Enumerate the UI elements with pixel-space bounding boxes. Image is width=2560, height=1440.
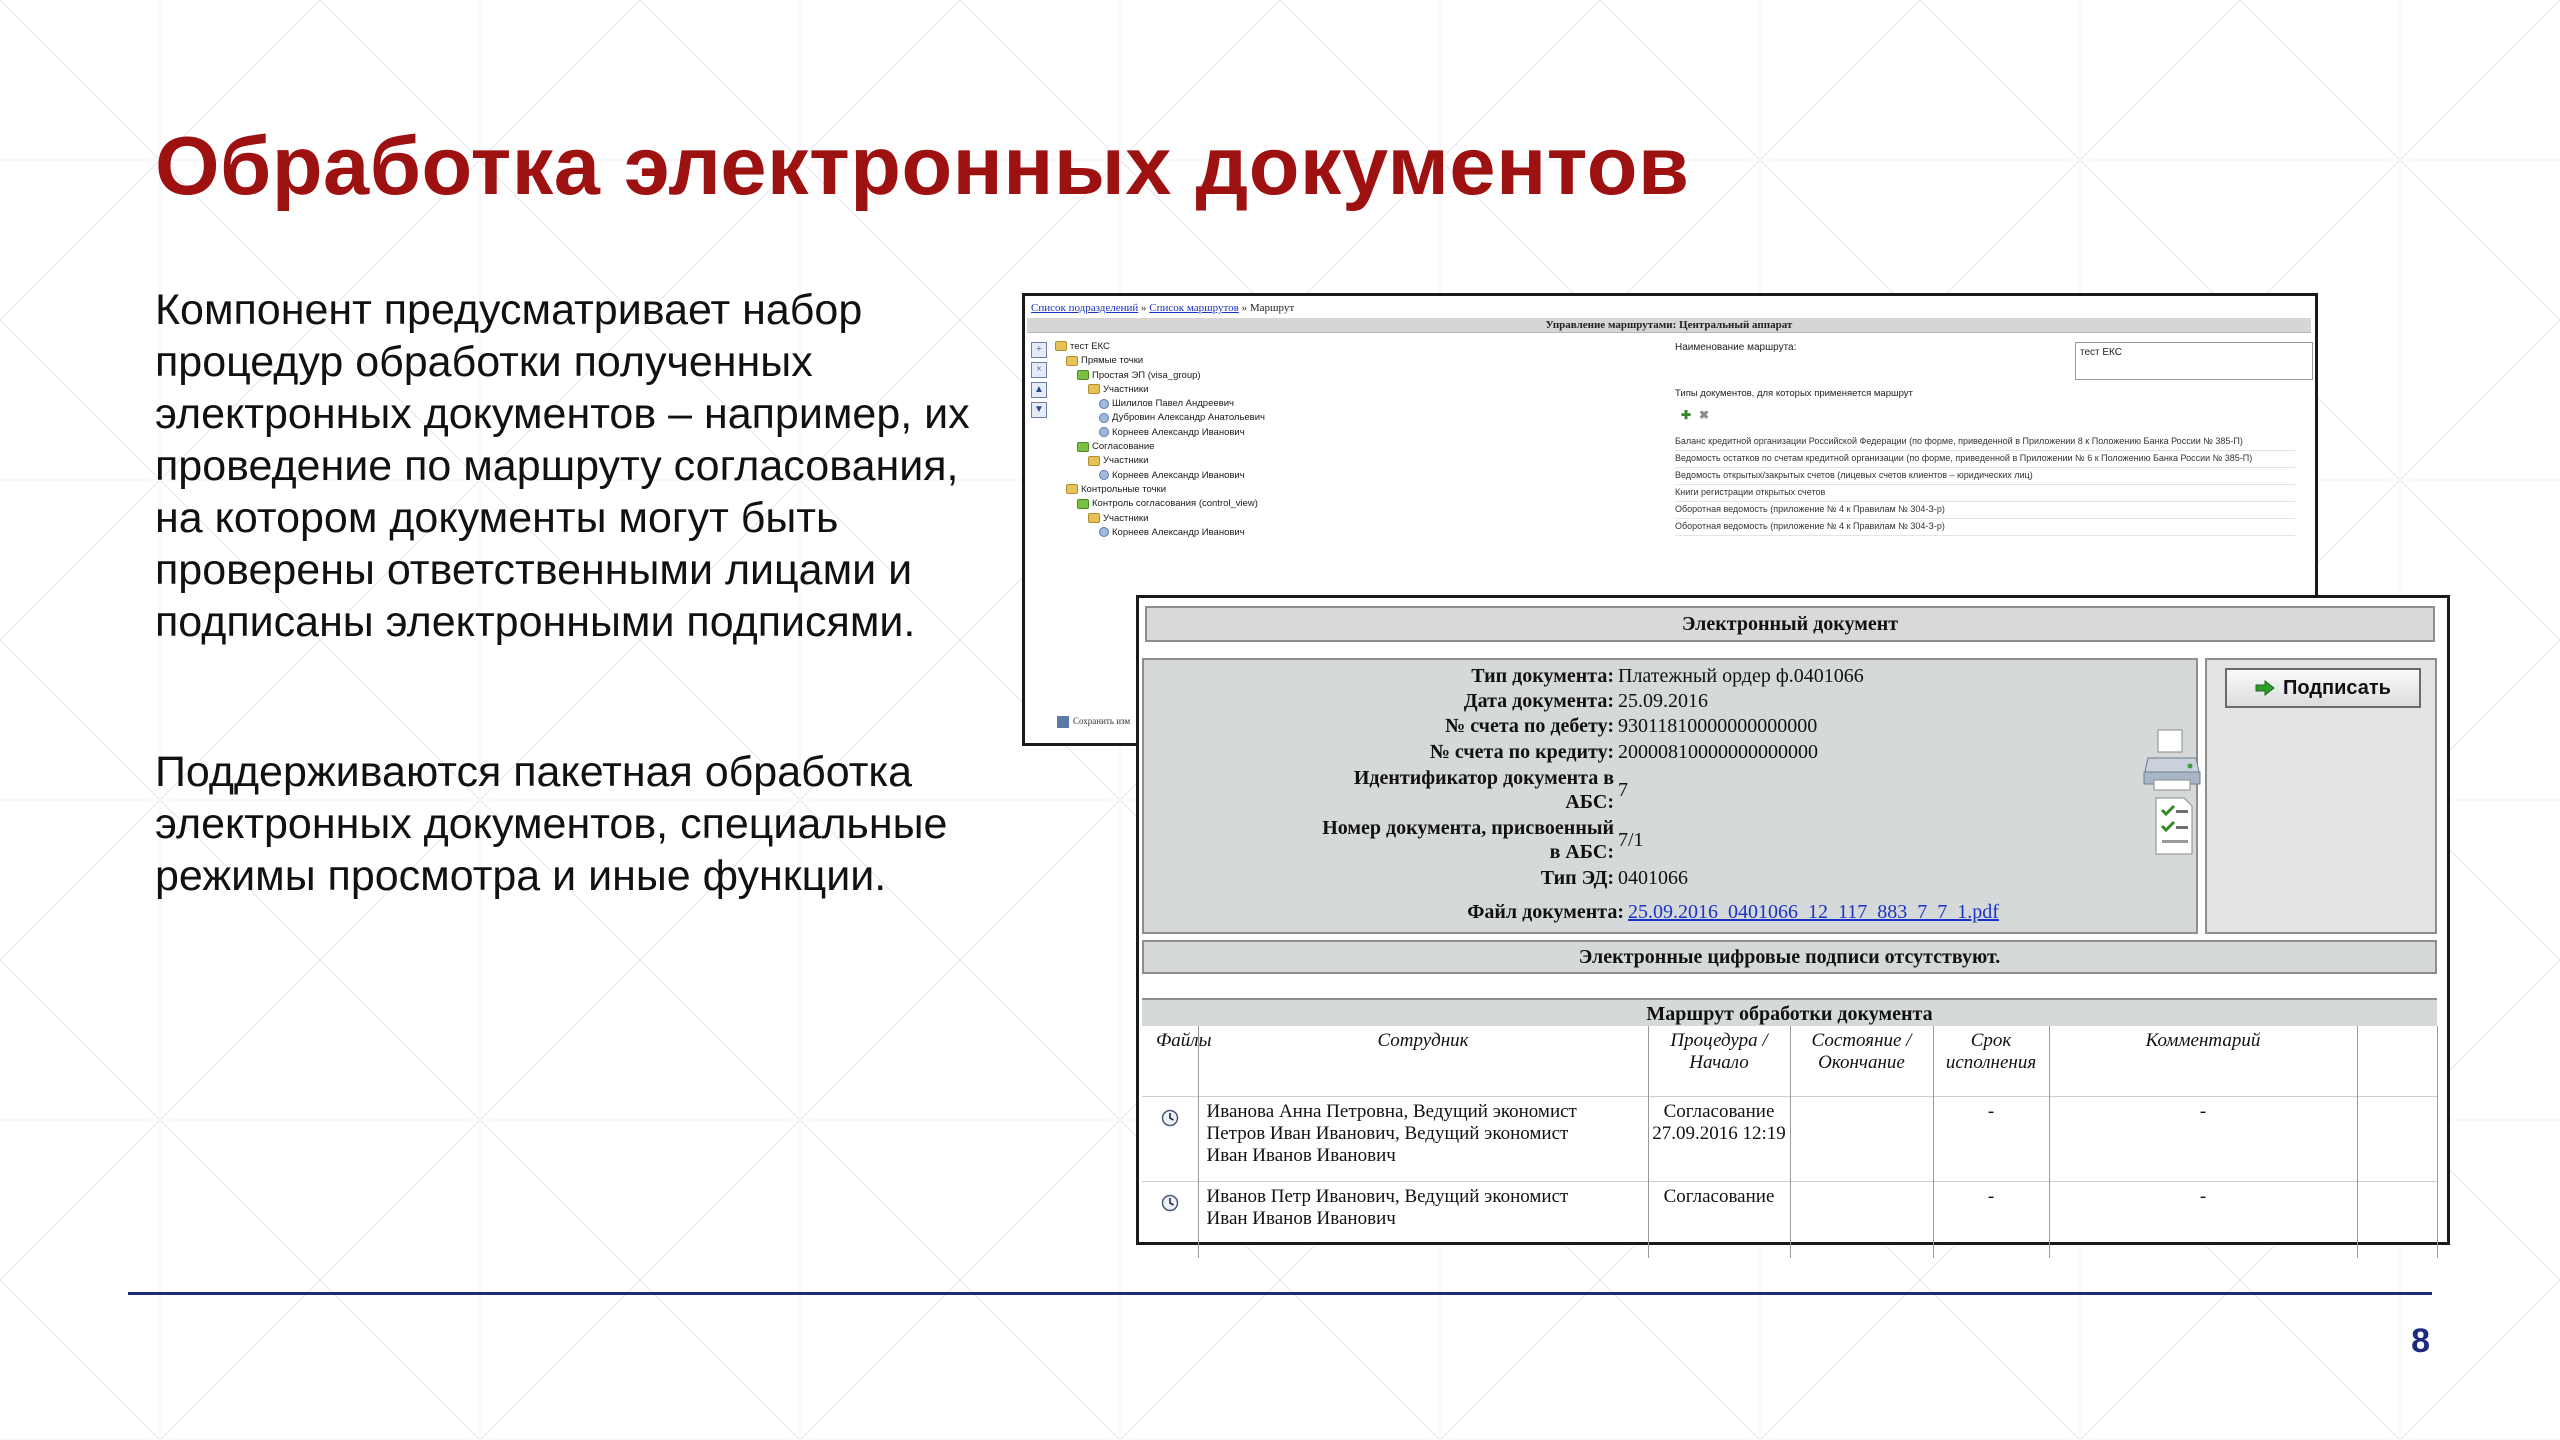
add-doc-type-icon[interactable]: ✚ [1681, 408, 1692, 422]
row-deadline-cell: - [1933, 1097, 2049, 1182]
remove-doc-type-icon[interactable]: ✖ [1699, 408, 1710, 422]
row-status-cell [1790, 1097, 1933, 1182]
route-name-label: Наименование маршрута: [1675, 342, 1797, 353]
field-value: Платежный ордер ф.0401066 [1618, 665, 1864, 687]
employee-name: Иван Иванов Иванович [1206, 1208, 1396, 1229]
tree-node[interactable] [1055, 426, 1265, 440]
breadcrumb-link-routes[interactable]: Список маршрутов [1149, 302, 1239, 314]
tree-node-label: Корнеев Александр Иванович [1112, 426, 1245, 438]
column-header-deadline: Срок исполнения [1933, 1026, 2049, 1097]
route-management-header: Управление маршрутами: Центральный аппарат [1027, 318, 2311, 333]
route-tree [1055, 340, 1265, 540]
group-icon [1088, 456, 1100, 466]
arrow-right-icon [2255, 680, 2275, 696]
document-header: Электронный документ [1145, 606, 2435, 642]
tree-node[interactable] [1055, 369, 1265, 383]
breadcrumb-separator: » [1138, 302, 1150, 314]
breadcrumb-separator: » [1238, 302, 1250, 314]
doc-type-item[interactable]: Баланс кредитной организации Российской Федерации (по форме, приведенной в Приложении 8 к Положению Банка России № 385-П) [1675, 434, 2295, 451]
field-value: 93011810000000000000 [1618, 715, 1818, 737]
route-name-input[interactable]: тест ЕКС [2075, 342, 2313, 380]
column-header-comment: Комментарий [2049, 1026, 2357, 1097]
tree-node-label: Шилилов Павел Андреевич [1112, 398, 1234, 410]
row-procedure-cell [1648, 1182, 1790, 1259]
tree-node[interactable] [1055, 340, 1265, 354]
employee-name: Петров Иван Иванович, Ведущий экономист [1206, 1123, 1569, 1144]
breadcrumb-current: Маршрут [1249, 302, 1295, 314]
tree-node-label: Участники [1103, 383, 1149, 395]
row-deadline-cell: - [1933, 1182, 2049, 1259]
field-value: 7 [1618, 779, 1628, 801]
breadcrumb-link-departments[interactable]: Список подразделений [1031, 302, 1139, 314]
row-extra-cell [2357, 1097, 2437, 1182]
doc-types-list [1675, 434, 2295, 536]
tree-node[interactable] [1055, 440, 1265, 454]
folder-icon [1066, 356, 1078, 366]
row-extra-cell [2357, 1182, 2437, 1259]
tree-node-label: тест ЕКС [1070, 341, 1110, 352]
signature-icon [1077, 370, 1089, 380]
route-table-title: Маршрут обработки документа [1142, 998, 2437, 1028]
tree-node-label: Контроль согласования (control_view) [1092, 498, 1258, 510]
row-comment-cell: - [2049, 1097, 2357, 1182]
table-row[interactable] [1142, 1097, 2437, 1182]
doc-type-item[interactable]: Ведомость открытых/закрытых счетов (лицевых счетов клиентов – юридических лиц) [1675, 468, 2295, 485]
field-label: Номер документа, присвоенный [1322, 817, 1614, 839]
doc-type-item[interactable]: Ведомость остатков по счетам кредитной организации (по форме, приведенной в Приложении № 6 к Положению Банка России № 385-П) [1675, 451, 2295, 468]
tree-node[interactable] [1055, 454, 1265, 468]
add-node-icon[interactable]: + [1031, 342, 1047, 358]
tree-node-label: Участники [1103, 455, 1149, 467]
row-comment-cell: - [2049, 1182, 2357, 1259]
field-label: Тип документа: [1471, 665, 1614, 687]
tree-node-label: Дубровин Александр Анатольевич [1112, 412, 1265, 424]
tree-node[interactable] [1055, 526, 1265, 540]
page-number: 8 [2411, 1322, 2430, 1360]
tree-node-label: Простая ЭП (visa_group) [1092, 369, 1201, 381]
field-label: Файл документа: [1467, 901, 1624, 923]
group-icon [1088, 384, 1100, 394]
employee-name: Иванов Петр Иванович, Ведущий экономист [1206, 1186, 1569, 1207]
save-label: Сохранить изм [1073, 716, 1131, 727]
doc-type-item[interactable]: Книги регистрации открытых счетов [1675, 485, 2295, 502]
user-icon [1099, 527, 1109, 537]
folder-icon [1066, 484, 1078, 494]
clock-icon[interactable] [1161, 1109, 1179, 1127]
printer-icon[interactable] [2140, 728, 2204, 794]
procedure-name: Согласование [1663, 1101, 1775, 1122]
field-abs-number [1144, 816, 2200, 866]
field-value: 20000810000000000000 [1618, 741, 1818, 763]
row-files-cell [1142, 1097, 1198, 1182]
row-files-cell [1142, 1182, 1198, 1259]
save-icon [1057, 716, 1069, 728]
doc-types-label: Типы документов, для которых применяется маршрут [1675, 388, 1913, 399]
procedure-start: 27.09.2016 12:19 [1652, 1123, 1786, 1144]
field-label: Тип ЭД: [1540, 867, 1614, 889]
field-label: № счета по кредиту: [1429, 741, 1614, 763]
tree-node-label: Участники [1103, 512, 1149, 524]
field-label: Идентификатор документа в [1353, 767, 1614, 789]
electronic-document-screenshot [1136, 595, 2450, 1245]
column-header-files: Файлы [1142, 1026, 1198, 1097]
tree-node-label: Прямые точки [1081, 355, 1144, 367]
tree-node[interactable] [1055, 469, 1265, 483]
body-paragraph-1 [155, 284, 1015, 648]
document-actions-panel [2205, 658, 2437, 934]
document-info-panel [1142, 658, 2198, 934]
tree-node-label: Контрольные точки [1081, 483, 1166, 495]
tree-node[interactable] [1055, 497, 1265, 511]
tree-node[interactable] [1055, 383, 1265, 397]
procedure-name: Согласование [1663, 1186, 1775, 1207]
field-label: Дата документа: [1463, 690, 1614, 712]
column-header-status: Состояние / Окончание [1790, 1026, 1933, 1097]
row-status-cell [1790, 1182, 1933, 1259]
user-icon [1099, 399, 1109, 409]
body-paragraph-2 [155, 746, 1015, 902]
doc-type-item[interactable]: Оборотная ведомость (приложение № 4 к Правилам № 304-З-р) [1675, 519, 2295, 536]
sign-button-label: Подписать [2283, 676, 2391, 699]
table-row[interactable] [1142, 1182, 2437, 1259]
delete-node-icon[interactable]: × [1031, 362, 1047, 378]
move-up-icon[interactable]: ▲ [1031, 382, 1047, 398]
row-procedure-cell [1648, 1097, 1790, 1182]
route-table [1142, 1026, 2438, 1258]
row-employee-cell [1198, 1182, 1648, 1259]
tree-node[interactable] [1055, 411, 1265, 425]
tree-node-label: Согласование [1092, 441, 1155, 453]
employee-name: Иванова Анна Петровна, Ведущий экономист [1206, 1101, 1577, 1122]
user-icon [1099, 413, 1109, 423]
signatures-status: Электронные цифровые подписи отсутствуют. [1142, 940, 2437, 974]
paragraph-1-text: Компонент предусматривает набор процедур обработки полученных электронных документов – например, их проведение по маршруту согласования, на котором документы могут быть проверены ответственными лицами и подписаны электронными подписями. [155, 286, 970, 646]
paragraph-2-text: Поддерживаются пакетная обработка электронных документов, специальные режимы просмотра и иные функции. [155, 748, 948, 900]
column-header-extra [2357, 1026, 2437, 1097]
document-checklist-icon[interactable] [2152, 796, 2196, 856]
save-changes-button[interactable] [1057, 716, 1130, 728]
tree-node[interactable] [1055, 397, 1265, 411]
row-employee-cell [1198, 1097, 1648, 1182]
group-icon [1088, 513, 1100, 523]
field-label: в АБС: [1549, 841, 1614, 863]
signature-icon [1077, 499, 1089, 509]
tree-node[interactable] [1055, 483, 1265, 497]
tree-node[interactable] [1055, 512, 1265, 526]
file-link[interactable]: 25.09.2016_0401066_12_117_883_7_7_1.pdf [1628, 901, 1999, 923]
slide-title: Обработка электронных документов [155, 119, 1690, 212]
tree-node-label: Корнеев Александр Иванович [1112, 469, 1245, 481]
field-label: № счета по дебету: [1445, 715, 1614, 737]
tree-toolbar [1031, 342, 1047, 422]
signature-icon [1077, 442, 1089, 452]
doc-type-item[interactable]: Оборотная ведомость (приложение № 4 к Правилам № 304-З-р) [1675, 502, 2295, 519]
employee-name: Иван Иванов Иванович [1206, 1145, 1396, 1166]
column-header-employee: Сотрудник [1198, 1026, 1648, 1097]
move-down-icon[interactable]: ▼ [1031, 402, 1047, 418]
tree-node[interactable] [1055, 354, 1265, 368]
user-icon [1099, 470, 1109, 480]
field-label: АБС: [1565, 791, 1614, 813]
field-abs-identifier [1144, 766, 2200, 816]
route-table-header [1142, 1026, 2437, 1097]
column-header-procedure: Процедура / Начало [1648, 1026, 1790, 1097]
field-value: 0401066 [1618, 867, 1688, 889]
field-value: 25.09.2016 [1618, 690, 1708, 712]
sign-button[interactable] [2225, 668, 2421, 708]
folder-icon [1055, 341, 1067, 351]
footer-divider [128, 1292, 2432, 1295]
breadcrumb [1031, 302, 1294, 314]
user-icon [1099, 427, 1109, 437]
tree-node-label: Корнеев Александр Иванович [1112, 526, 1245, 538]
clock-icon[interactable] [1161, 1194, 1179, 1212]
field-value: 7/1 [1618, 829, 1644, 851]
